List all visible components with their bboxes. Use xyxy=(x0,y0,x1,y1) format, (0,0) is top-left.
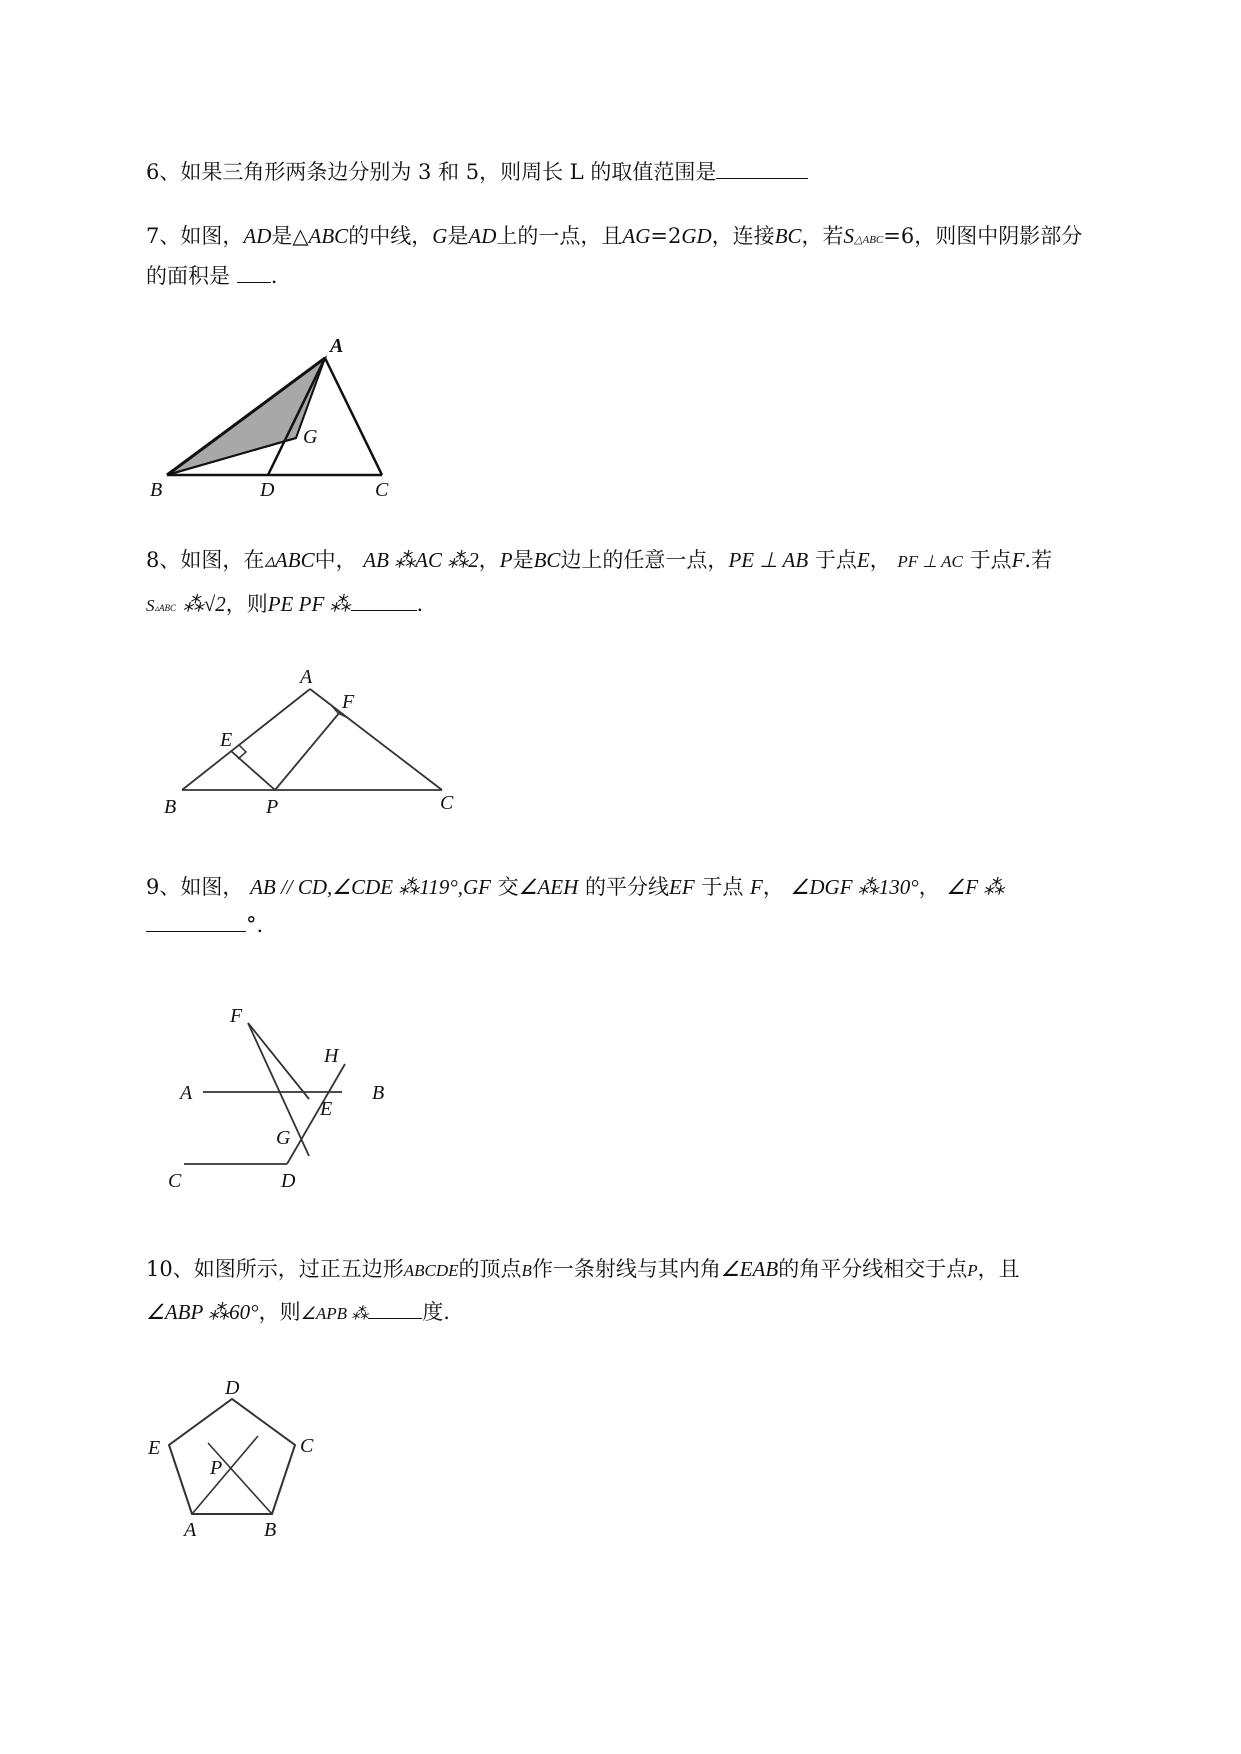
math-g: G xyxy=(432,224,448,248)
figure-7 xyxy=(140,330,400,505)
answer-blank xyxy=(351,609,417,611)
text: ，且 xyxy=(977,1257,1020,1281)
text: 是△ xyxy=(271,224,309,248)
math-bc: BC xyxy=(533,548,561,572)
math-e: E xyxy=(856,548,870,572)
math-bc: BC xyxy=(774,224,802,248)
math-f: F xyxy=(750,875,763,899)
text: ，连接 xyxy=(711,224,775,248)
label-b: B xyxy=(164,796,177,818)
math-angle-aeh: ∠AEH xyxy=(518,875,579,899)
math-condition: AB // CD,∠CDE ⁂119°,GF xyxy=(250,875,491,899)
figure-8 xyxy=(160,665,460,830)
question-6-text: 6、如果三角形两条边分别为 3 和 5，则周长 L 的取值范围是 xyxy=(146,160,717,184)
text: 交 xyxy=(497,875,519,899)
label-d: D xyxy=(260,479,275,500)
math-ef: EF xyxy=(669,875,695,899)
text: 于点 xyxy=(701,875,744,899)
question-8-line-1 xyxy=(146,540,1052,582)
text: 是 xyxy=(512,548,534,572)
math-angle-eab: ∠EAB xyxy=(720,1257,779,1281)
text: ，则 xyxy=(225,592,268,616)
text: 的面积是 xyxy=(146,264,230,288)
question-8-number: 8、如图，在 xyxy=(146,548,265,572)
text: 是 xyxy=(447,224,469,248)
answer-blank xyxy=(146,930,246,932)
label-g: G xyxy=(276,1127,291,1149)
pentagon xyxy=(169,1399,295,1514)
math-triangle: ▵ABC xyxy=(264,548,315,572)
math-sum: PE PF ⁂ xyxy=(267,592,351,616)
math-pe-perp: PE ⊥ AB xyxy=(728,548,809,572)
math-value: ⁂√2 xyxy=(182,592,226,616)
label-e: E xyxy=(220,729,233,751)
label-a: A xyxy=(180,1082,193,1104)
question-7-line-2 xyxy=(146,256,277,296)
math-subscript: ▵ABC xyxy=(154,603,177,613)
label-p: P xyxy=(266,796,279,818)
math-s: S xyxy=(146,596,155,615)
question-8-line-2 xyxy=(146,584,423,628)
bisector-from-a xyxy=(192,1436,258,1514)
math-pentagon: ABCDE xyxy=(403,1261,459,1280)
segment-ac xyxy=(310,689,442,790)
text: ， xyxy=(918,875,940,899)
label-b: B xyxy=(372,1082,385,1104)
math-ad: AD xyxy=(243,224,272,248)
question-7-number: 7、如图， xyxy=(146,224,244,248)
math-subscript: △ABC xyxy=(854,234,884,246)
question-10-line-2 xyxy=(146,1292,450,1334)
segment-pe xyxy=(231,751,275,790)
label-f: F xyxy=(342,691,355,713)
text: 度. xyxy=(422,1300,450,1324)
question-7-line-1 xyxy=(146,216,1082,260)
text: ，则 xyxy=(258,1300,301,1324)
label-c: C xyxy=(375,479,389,500)
math-p: P xyxy=(499,548,513,572)
text: 于点 xyxy=(814,548,857,572)
text: 的顶点 xyxy=(458,1257,522,1281)
math-ag: AG xyxy=(622,224,651,248)
math-angle-dgf: ∠DGF ⁂130° xyxy=(790,875,919,899)
label-c: C xyxy=(440,792,454,814)
line-de-h xyxy=(287,1064,345,1164)
text: 边上的任意一点， xyxy=(560,548,729,572)
question-9-number: 9、如图， xyxy=(146,875,244,899)
label-p: P xyxy=(210,1457,223,1479)
math-ad: AD xyxy=(468,224,497,248)
text: °. xyxy=(246,913,264,937)
text: ， xyxy=(869,548,891,572)
figure-9 xyxy=(160,1000,400,1205)
question-9-line-2 xyxy=(146,905,263,945)
question-10-number: 10、如图所示，过正五边形 xyxy=(146,1257,404,1281)
text: 的平分线 xyxy=(585,875,669,899)
text: .若 xyxy=(1024,548,1053,572)
answer-blank xyxy=(716,177,808,179)
answer-blank xyxy=(237,281,271,283)
label-a: A xyxy=(330,335,344,357)
label-c: C xyxy=(168,1170,182,1192)
math-b: B xyxy=(521,1261,532,1280)
text: ， xyxy=(478,548,500,572)
text: ， xyxy=(762,875,784,899)
text: 中， xyxy=(314,548,357,572)
label-a: A xyxy=(300,666,313,688)
label-g: G xyxy=(303,426,318,448)
text: 上的一点，且 xyxy=(496,224,623,248)
math-pf-perp: PF ⊥ AC xyxy=(897,552,963,571)
segment-pf xyxy=(275,712,340,790)
math-gd: GD xyxy=(681,224,712,248)
label-b: B xyxy=(264,1519,277,1541)
segment-ac xyxy=(325,358,382,475)
question-9-line-1 xyxy=(146,867,1004,907)
right-angle-mark-e xyxy=(238,745,246,759)
math-p: P xyxy=(967,1261,978,1280)
math-angle-apb: ∠APB ⁂ xyxy=(300,1304,369,1323)
math-abc: ABC xyxy=(308,224,349,248)
label-e: E xyxy=(148,1437,161,1459)
label-d: D xyxy=(225,1377,240,1399)
text: 于点 xyxy=(969,548,1012,572)
label-c: C xyxy=(300,1435,314,1457)
figure-10 xyxy=(140,1370,340,1555)
math-angle-f: ∠F ⁂ xyxy=(946,875,1005,899)
label-a: A xyxy=(184,1519,197,1541)
label-e: E xyxy=(320,1098,333,1120)
text: =2 xyxy=(650,224,682,248)
text: . xyxy=(270,264,278,288)
text: =6，则图中阴影部分 xyxy=(883,224,1083,248)
math-s: S xyxy=(843,224,855,248)
text: 的角平分线相交于点 xyxy=(778,1257,968,1281)
text: . xyxy=(416,592,424,616)
question-6 xyxy=(146,152,808,192)
label-h: H xyxy=(324,1045,339,1067)
segment-ab xyxy=(182,689,310,790)
label-d: D xyxy=(281,1170,296,1192)
text: 作一条射线与其内角 xyxy=(531,1257,721,1281)
math-f: F xyxy=(1011,548,1025,572)
answer-blank xyxy=(368,1317,422,1319)
text: 的中线， xyxy=(348,224,433,248)
label-f: F xyxy=(230,1005,243,1027)
math-angle-abp: ∠ABP ⁂60° xyxy=(146,1300,259,1324)
label-b: B xyxy=(150,479,163,500)
math-equation: AB ⁂AC ⁂2 xyxy=(363,548,479,572)
text: ，若 xyxy=(801,224,844,248)
question-10-line-1 xyxy=(146,1249,1020,1291)
